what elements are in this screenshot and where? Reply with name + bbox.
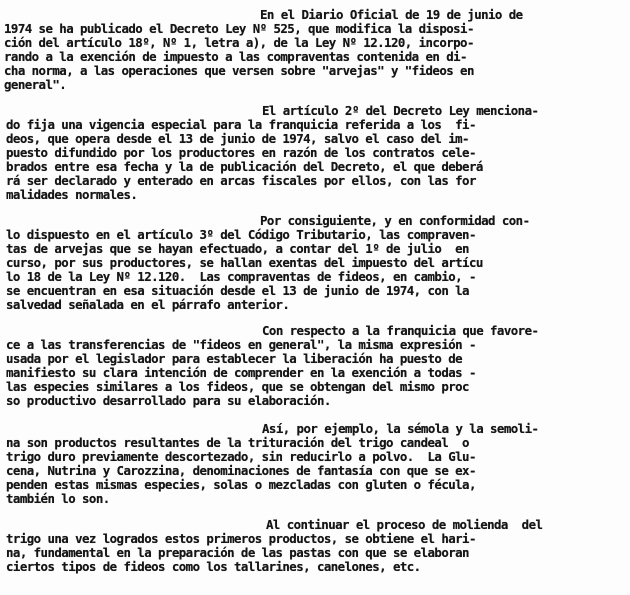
text-line: lo 18 de la Ley Nº 12.120. Las compraventas de fideos, en cambio, - — [6, 269, 476, 284]
text-line: manifiesto su clara intención de comprender en la exención a todas - — [6, 365, 476, 380]
text-line: cena, Nutrina y Carozzina, denominaciones de fantasía con que se ex- — [6, 463, 476, 478]
text-line: Al continuar el proceso de molienda del — [266, 517, 543, 532]
text-line: lo dispuesto en el artículo 3º del Código Tributario, las compraven- — [6, 227, 476, 242]
text-line: las especies similares a los fideos, que se obtengan del mismo proc — [6, 379, 469, 394]
text-line: Con respecto a la franquicia que favore- — [262, 323, 539, 338]
text-line: se encuentran en esa situación desde el 13 de junio de 1974, con la — [6, 283, 469, 298]
text-line: tas de arvejas que se hayan efectuado, a contar del 1º de julio en — [6, 241, 469, 256]
text-line: 1974 se ha publicado el Decreto Ley Nº 525, que modifica la disposi- — [4, 21, 474, 36]
text-line: ce a las transferencias de "fideos en general", la misma expresión - — [6, 337, 476, 352]
text-line: Por consiguiente, y en conformidad con- — [260, 213, 530, 228]
text-line: Así, por ejemplo, la sémola y la semoli- — [262, 421, 539, 436]
text-line: salvedad señalada en el párrafo anterior. — [6, 297, 290, 312]
text-line: ciertos tipos de fideos como los tallarines, canelones, etc. — [6, 559, 421, 574]
text-line: cha norma, a las operaciones que versen sobre "arvejas" y "fideos en — [4, 63, 474, 78]
text-line: puesto difundido por los productores en razón de los contratos cele- — [6, 145, 476, 160]
text-line: trigo duro previamente descortezado, sin reducirlo a polvo. La Glu- — [6, 449, 476, 464]
text-line: na son productos resultantes de la trituración del trigo candeal o — [6, 435, 469, 450]
text-line: trigo una vez logrados estos primeros productos, se obtiene el hari- — [6, 531, 476, 546]
text-line: penden estas mismas especies, solas o mezcladas con gluten o fécula, — [6, 477, 476, 492]
text-line: malidades normales. — [6, 187, 138, 202]
text-line: brados entre esa fecha y la de publicación del Decreto, el que deberá — [6, 159, 483, 174]
text-line: rá ser declarado y enterado en arcas fiscales por ellos, con las for — [6, 173, 476, 188]
text-line: El artículo 2º del Decreto Ley menciona- — [262, 103, 539, 118]
text-line: curso, por sus productores, se hallan exentas del impuesto del artícu — [6, 255, 483, 270]
text-line: ción del artículo 18º, Nº 1, letra a), de la Ley Nº 12.120, incorpo- — [4, 35, 474, 50]
text-line: rando a la exención de impuesto a las compraventas contenida en di- — [4, 49, 467, 64]
text-line: so productivo desarrollado para su elaboración. — [6, 393, 331, 408]
text-line: usada por el legislador para establecer la liberación ha puesto de — [6, 351, 463, 366]
text-line: también lo son. — [6, 491, 110, 506]
text-line: general". — [4, 77, 67, 92]
text-line: En el Diario Oficial de 19 de junio de — [260, 7, 523, 22]
text-line: na, fundamental en la preparación de las pastas con que se elaboran — [6, 545, 469, 560]
text-line: do fija una vigencia especial para la franquicia referida a los fi- — [6, 117, 476, 132]
text-line: deos, que opera desde el 13 de junio de 1974, salvo el caso del im- — [6, 131, 469, 146]
